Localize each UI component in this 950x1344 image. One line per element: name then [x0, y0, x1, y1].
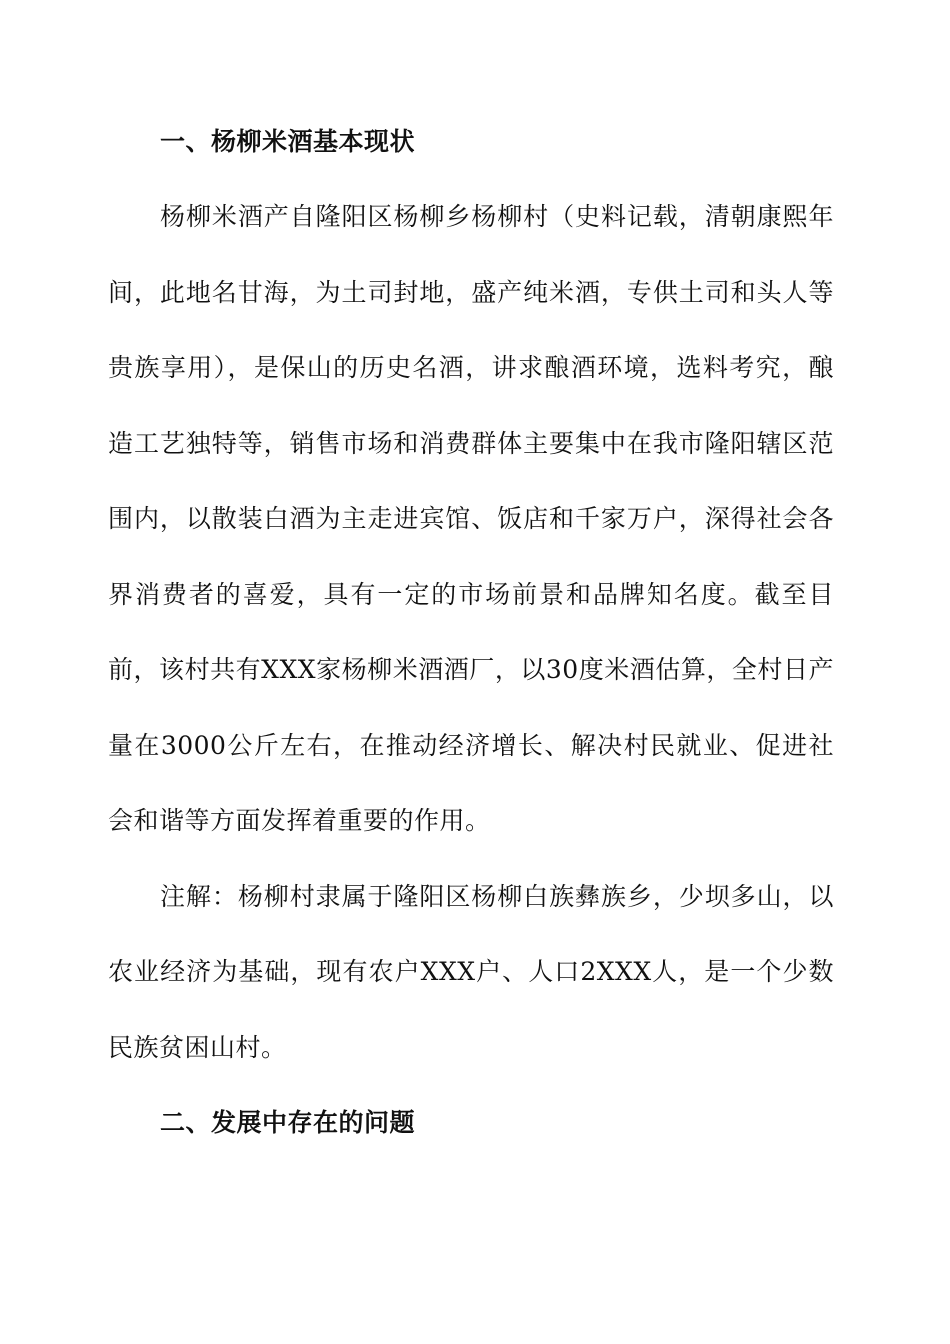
paragraph-annotation: 注解：杨柳村隶属于隆阳区杨柳白族彝族乡，少坝多山，以农业经济为基础，现有农户XXX户、人口2XXX人，是一个少数民族贫困山村。 [108, 881, 834, 1062]
section-heading-current-status: 一、杨柳米酒基本现状 [160, 127, 416, 156]
section-heading-problems: 二、发展中存在的问题 [160, 1108, 416, 1137]
paragraph-overview: 杨柳米酒产自隆阳区杨柳乡杨柳村（史料记载，清朝康熙年间，此地名甘海，为土司封地，盛产纯米酒，专供土司和头人等贵族享用），是保山的历史名酒，讲求酿酒环境，选料考究，酿造工艺独特等，销售市场和消费群体主要集中在我市隆阳辖区范围内，以散装白酒为主走进宾馆、饭店和千家万户，深得社会各界消费者的喜爱，具有一定的市场前景和品牌知名度。截至目前，该村共有XXX家杨柳米酒酒厂，以30度米酒估算，全村日产量在3000公斤左右，在推动经济增长、解决村民就业、促进社会和谐等方面发挥着重要的作用。 [108, 202, 834, 835]
document-body [108, 104, 834, 1160]
